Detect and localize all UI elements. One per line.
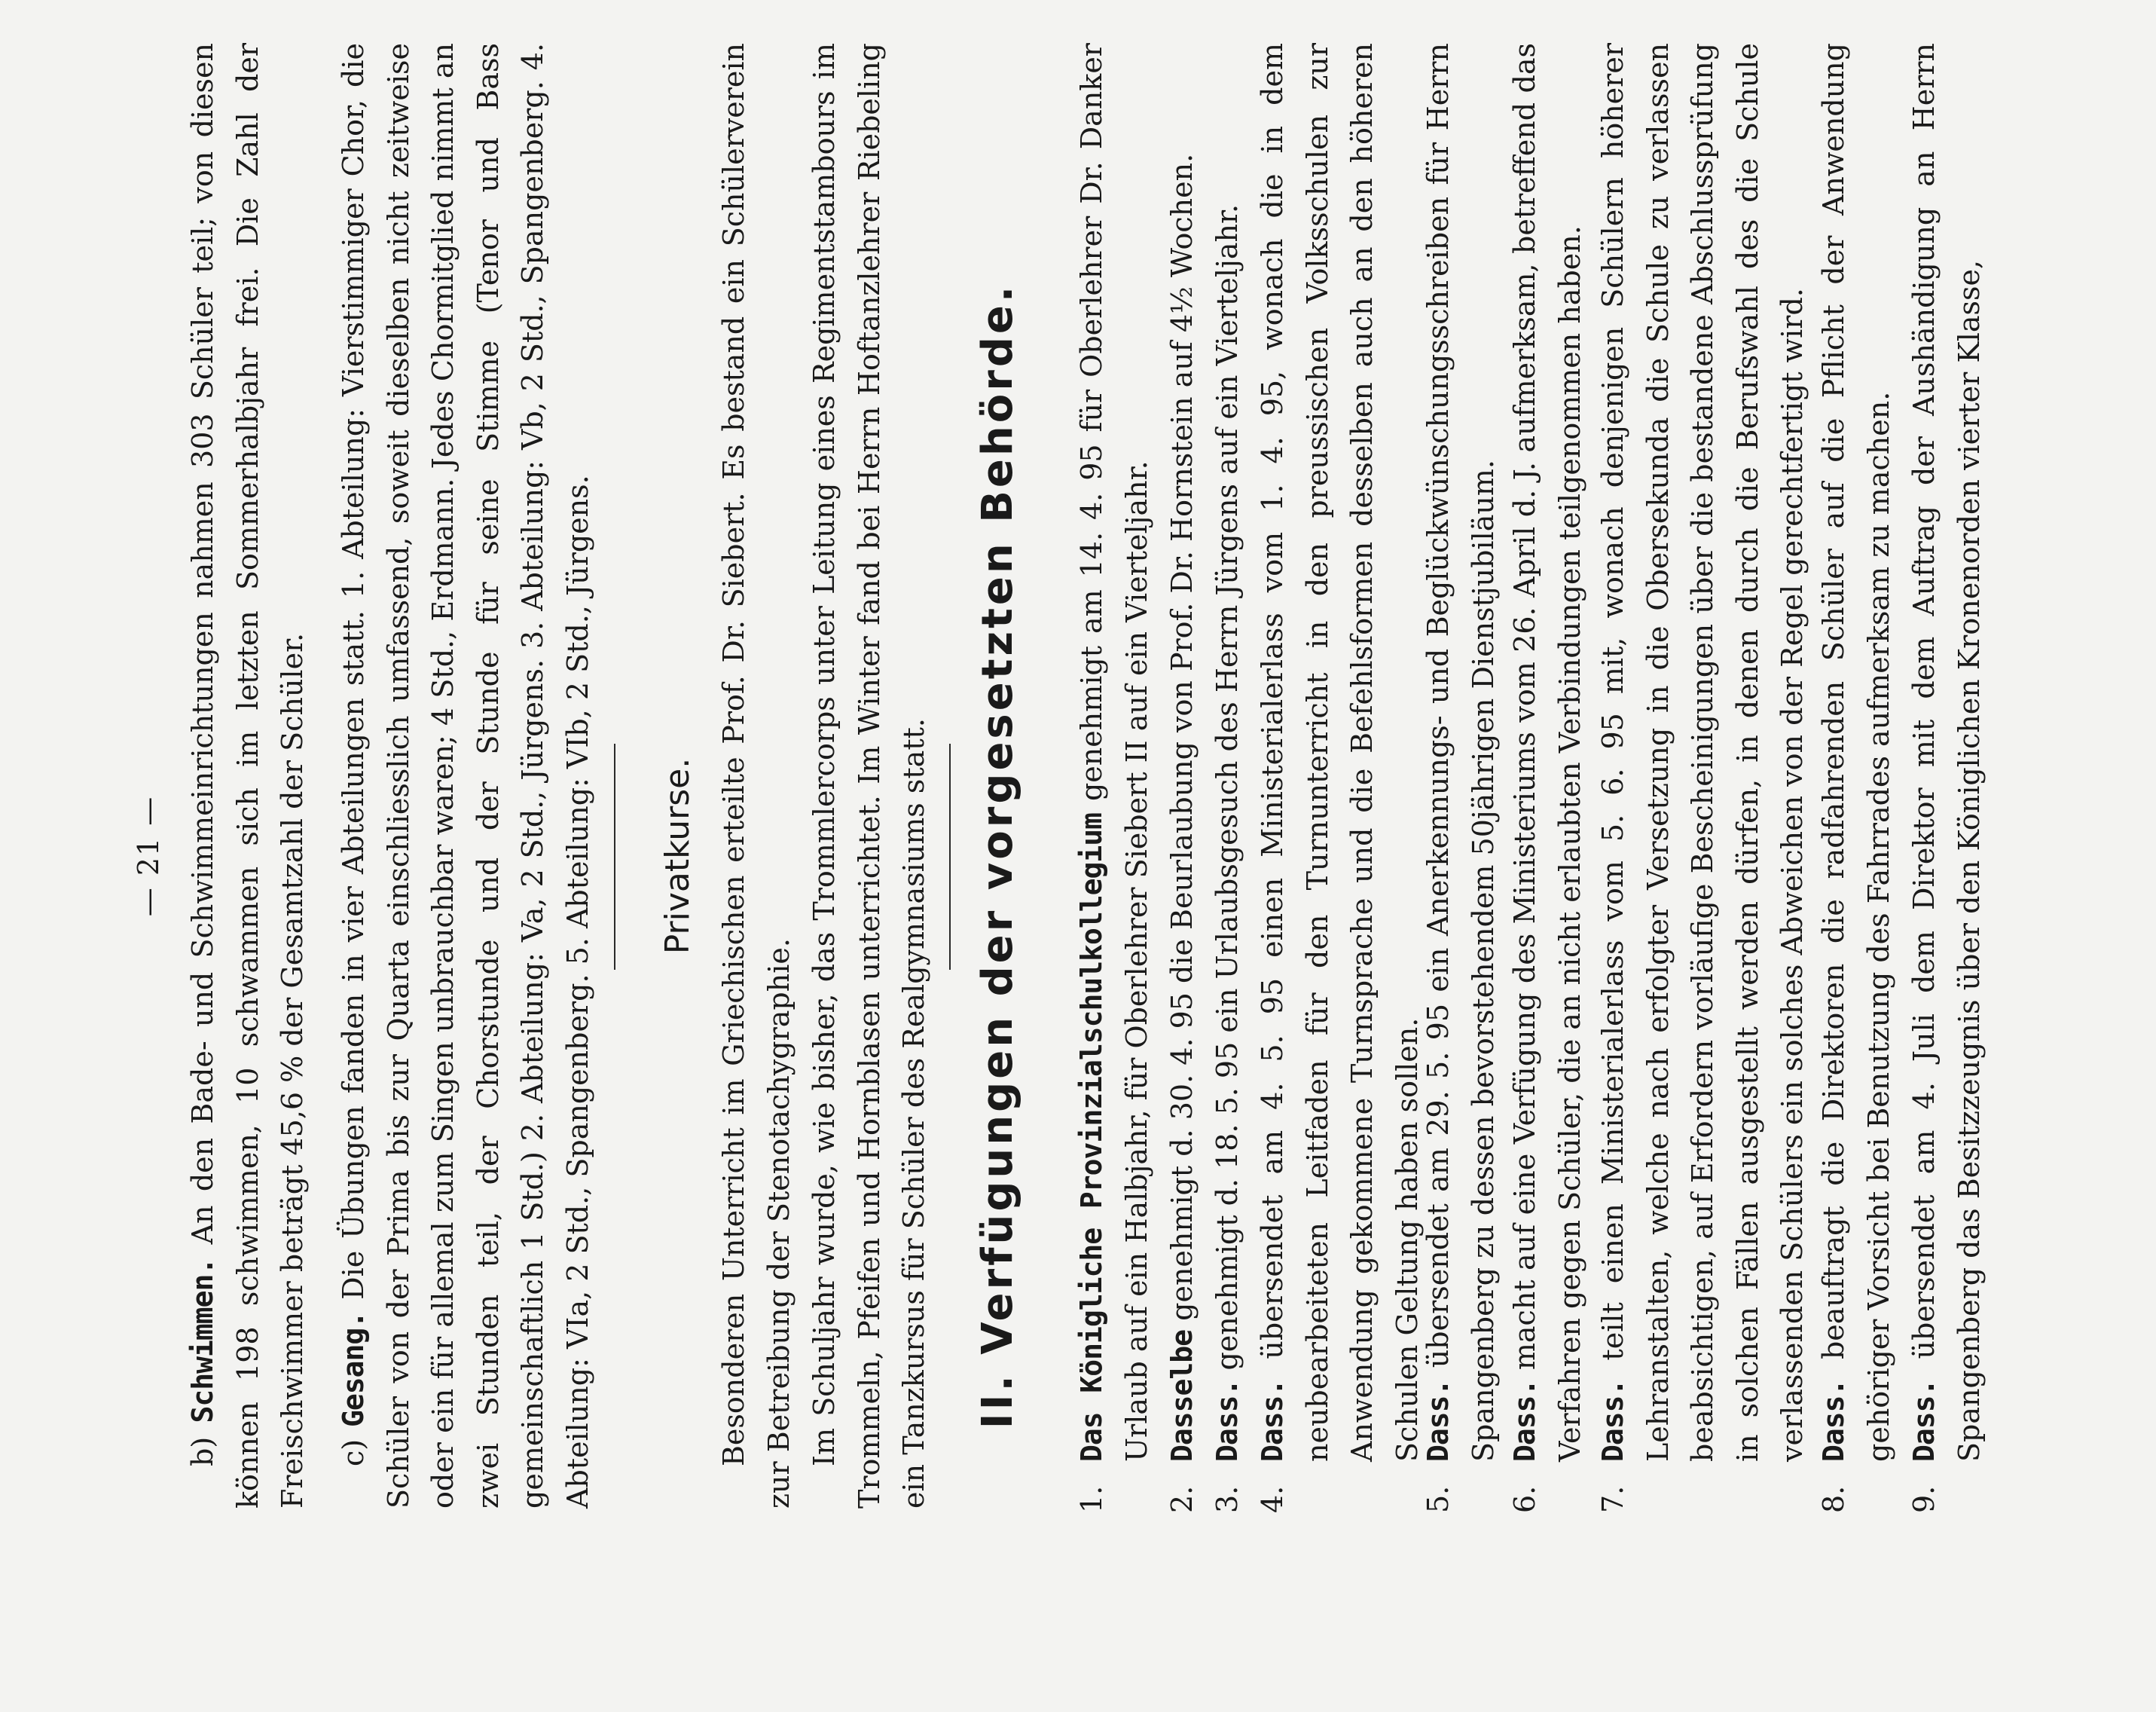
- section-text: Die Übungen fanden in vier Abteilungen statt. 1. Abteilung: Vierstimmiger Chor, die Schüler von der Prima bis zur Quarta einschliesslich umfassend, soweit dieselben nicht zeitweise oder ein für allemal zum Singen unbrauchbar waren; 4 Std., Erdmann. Jedes Chormitglied nimmt an zwei Stunden teil, der Chorstunde und der Stunde für seine Stimme (Tenor und Bass gemeinschaftlich 1 Std.) 2. Abteilung: Va, 2 Std., Jürgens. 3. Abteilung: Vb, 2 Std., Spangenberg. 4. Abteilung: VIa, 2 Std., Spangenberg. 5. Abteilung: VIb, 2 Std., Jürgens.: [337, 43, 594, 1509]
- item-text: übersendet am 4. Juli dem Direktor mit dem Auftrag der Aushändigung an Herrn Spangenberg das Besitzzeugnis über den Königlichen Kronenorden vierter Klasse,: [1907, 43, 1986, 1462]
- item-text: übersendet am 29. 5. 95 ein Anerkennungs- und Beglückwünschungsschreiben für Herrn Spangenberg zu dessen bevorstehendem 50jährigen Dienstjubiläum.: [1422, 43, 1500, 1462]
- item-lead: Dass.: [1508, 1379, 1541, 1462]
- item-number: 4.: [1256, 1485, 1289, 1513]
- item-text: teilt einen Ministerialerlass vom 5. 6. 95 mit, wonach denjenigen Schülern höherer Lehranstalten, welche nach erfolgter Versetzung in die Obersekunda die Schule zu verlassen beabsichtigen, auf Erfordern vorläufige Bescheinigungen über die bestandene Abschlussprüfung in solchen Fällen ausgestellt werden dürfen, in denen durch die Berufswahl des die Schule verlassenden Schülers ein solches Abweichen von der Regel gerechtfertigt wird.: [1596, 43, 1809, 1462]
- item-text: genehmigt d. 30. 4. 95 die Beurlaubung von Prof. Dr. Hornstein auf 4½ Wochen.: [1165, 153, 1199, 1321]
- divider-rule: [949, 744, 951, 970]
- paragraph-gesang: [331, 43, 600, 1509]
- list-item: [1812, 43, 1901, 1513]
- item-lead: Dass.: [1907, 1379, 1941, 1462]
- item-lead: Dasselbe: [1165, 1329, 1199, 1462]
- item-number: 8.: [1817, 1485, 1850, 1513]
- item-number: 2.: [1165, 1485, 1199, 1513]
- item-lead: Dass.: [1596, 1379, 1629, 1462]
- list-item: [1591, 43, 1815, 1513]
- section-marker: c): [337, 1438, 370, 1466]
- item-text: macht auf eine Verfügung des Ministeriums vom 26. April d. J. aufmerksam, betreffend das Verfahren gegen Schüler, die an nicht erlaubten Verbindungen teilgenommen haben.: [1508, 43, 1586, 1462]
- item-text: genehmigt d. 18. 5. 95 ein Urlaubsgesuch des Herrn Jürgens auf ein Vierteljahr.: [1211, 203, 1244, 1371]
- item-number: 3.: [1211, 1485, 1244, 1513]
- item-text: beauftragt die Direktoren die radfahrenden Schüler auf die Pflicht der Anwendung gehöriger Vorsicht bei Benutzung des Fahrrades aufmerksam zu machen.: [1817, 43, 1895, 1462]
- item-lead: Dass.: [1817, 1379, 1850, 1462]
- section-marker: b): [186, 1436, 219, 1466]
- list-item: [1416, 43, 1506, 1513]
- list-item: [1070, 43, 1159, 1513]
- list-item: [1160, 43, 1205, 1513]
- paragraph-schwimmen: [181, 43, 316, 1509]
- item-number: 6.: [1508, 1485, 1541, 1513]
- list-item: [1902, 43, 1992, 1513]
- heading-verfuegungen: II. Verfügungen der vorgesetzten Behörde.: [973, 283, 1022, 1429]
- section-text: An den Bade- und Schwimmeinrichtungen nahmen 303 Schüler teil; von diesen können 198 schwimmen, 10 schwammen sich im letzten Sommerhalbjahr frei. Die Zahl der Freischwimmer beträgt 45,6 % der Gesamtzahl der Schüler.: [186, 43, 309, 1509]
- item-number: 9.: [1907, 1485, 1941, 1513]
- page-number: — 21 —: [132, 795, 165, 917]
- item-number: 7.: [1596, 1485, 1629, 1513]
- item-number: 1.: [1075, 1485, 1108, 1513]
- section-lead: Schwimmen.: [186, 1258, 219, 1423]
- heading-privatkurse: Privatkurse.: [658, 757, 697, 955]
- section-lead: Gesang.: [337, 1311, 370, 1427]
- item-text: übersendet am 4. 5. 95 einen Ministerialerlass vom 1. 4. 95, wonach die in dem neubearbeiteten Leitfaden für den Turnunterricht in den preussischen Volksschulen zur Anwendung gekommene Turnsprache und die Befehlsformen desselben auch an den höheren Schulen Geltung haben sollen.: [1256, 43, 1424, 1462]
- paragraph-privatkurse-2: Im Schuljahr wurde, wie bisher, das Trommlercorps unter Leitung eines Regimentstambours im Trommeln, Pfeifen und Hornblasen unterrichtet. Im Winter fand bei Herrn Hoftanzlehrer Riebeling ein Tanzkursus für Schüler des Realgymnasiums statt.: [808, 43, 930, 1509]
- item-text: genehmigt am 14. 4. 95 für Oberlehrer Dr. Danker Urlaub auf ein Halbjahr, für Oberlehrer Siebert II auf ein Vierteljahr.: [1075, 43, 1153, 1462]
- list-item: [1503, 43, 1593, 1513]
- divider-rule: [614, 744, 615, 970]
- list-item: [1205, 43, 1251, 1513]
- paragraph-privatkurse-1: Besonderen Unterricht im Griechischen erteilte Prof. Dr. Siebert. Es bestand ein Schülerverein zur Betreibung der Stenotachygraphie.: [717, 43, 796, 1509]
- item-number: 5.: [1422, 1485, 1455, 1513]
- item-lead: Dass.: [1211, 1379, 1244, 1462]
- list-item: [1251, 43, 1430, 1513]
- item-lead: Dass.: [1256, 1379, 1289, 1462]
- item-lead: Das Königliche Provinzialschulkollegium: [1075, 813, 1108, 1462]
- item-lead: Dass.: [1422, 1379, 1455, 1462]
